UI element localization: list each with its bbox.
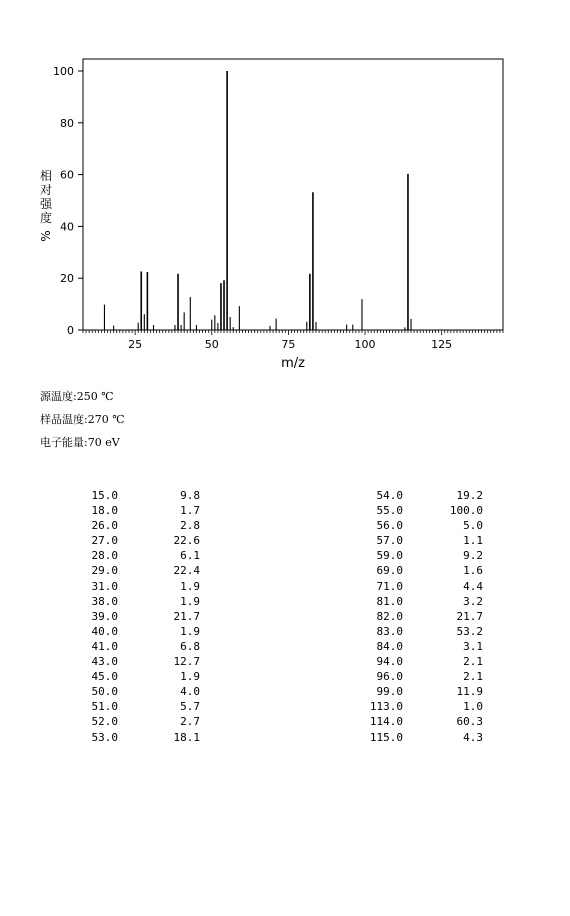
intensity-value: 53.2 [456, 624, 483, 638]
mz-value: 50.0 [91, 685, 118, 699]
mz-value: 115.0 [369, 730, 403, 744]
peak-table-row [363, 669, 483, 684]
intensity-value: 1.9 [180, 670, 200, 684]
peak-table-row [78, 518, 200, 533]
mz-value: 81.0 [376, 594, 403, 608]
peak-table-row [363, 563, 483, 578]
intensity-value: 22.4 [173, 564, 200, 578]
peak-table-right [363, 488, 483, 745]
peak-table-left [78, 488, 200, 745]
x-tick-label: 25 [128, 338, 143, 351]
condition-line [40, 388, 114, 404]
intensity-value: 21.7 [456, 609, 483, 623]
intensity-value: 100.0 [449, 504, 483, 518]
peak-table-row [363, 518, 483, 533]
mz-value: 113.0 [369, 700, 403, 714]
y-axis [53, 65, 83, 337]
peak-table-row [78, 579, 200, 594]
peak-table-row [78, 684, 200, 699]
y-tick-label: 80 [60, 116, 74, 130]
intensity-value: 2.1 [463, 670, 483, 684]
intensity-value: 1.6 [463, 564, 483, 578]
mz-value: 82.0 [376, 609, 403, 623]
y-tick-label: 100 [53, 65, 74, 78]
peak-table-row [78, 488, 200, 503]
y-axis-label-char: 相 [39, 169, 53, 183]
mz-value: 26.0 [91, 519, 118, 533]
peak-table-row [363, 639, 483, 654]
intensity-value: 1.0 [463, 700, 483, 714]
peak-table-row [363, 730, 483, 745]
mz-value: 40.0 [91, 624, 118, 638]
peak-table-row [78, 699, 200, 714]
intensity-value: 9.8 [180, 489, 200, 502]
peak-table-row [363, 579, 483, 594]
mz-value: 94.0 [376, 655, 403, 669]
intensity-value: 1.1 [463, 534, 483, 548]
intensity-value: 5.0 [463, 519, 483, 533]
intensity-value: 1.7 [180, 504, 200, 518]
condition-label: 源温度: [40, 390, 77, 403]
mz-value: 54.0 [376, 489, 403, 502]
peak-table-row [363, 503, 483, 518]
intensity-value: 1.9 [180, 579, 200, 593]
intensity-value: 9.2 [463, 549, 483, 563]
intensity-value: 4.0 [180, 685, 200, 699]
mz-value: 99.0 [376, 685, 403, 699]
intensity-value: 6.1 [180, 549, 200, 563]
mz-value: 57.0 [376, 534, 403, 548]
mz-value: 114.0 [369, 715, 403, 729]
x-tick-label: 50 [204, 338, 219, 351]
intensity-value: 4.3 [463, 730, 483, 744]
condition-label: 样品温度: [40, 413, 88, 426]
condition-value: 270 ℃ [87, 413, 125, 426]
y-tick-label: 60 [60, 168, 74, 182]
intensity-value: 6.8 [180, 639, 200, 653]
y-tick-label: 40 [60, 220, 74, 234]
peak-table-row [78, 714, 200, 729]
peak-table-row [363, 714, 483, 729]
mass-spectrum-chart [0, 0, 570, 380]
y-tick-label: 0 [67, 324, 74, 337]
intensity-value: 2.7 [180, 715, 200, 729]
mz-value: 39.0 [91, 609, 118, 623]
peak-table-row [78, 669, 200, 684]
peak-table-row [78, 548, 200, 563]
plot-frame [83, 59, 503, 330]
peak-table-row [363, 699, 483, 714]
mz-value: 55.0 [376, 504, 403, 518]
peak-table-row [363, 533, 483, 548]
peak-table-row [78, 730, 200, 745]
intensity-value: 1.9 [180, 594, 200, 608]
mz-value: 41.0 [91, 639, 118, 653]
peak-table-row [363, 594, 483, 609]
intensity-value: 2.1 [463, 655, 483, 669]
peak-table-row [78, 654, 200, 669]
intensity-value: 12.7 [173, 655, 200, 669]
peak-table-row [78, 503, 200, 518]
intensity-value: 22.6 [173, 534, 200, 548]
peak-table-row [78, 609, 200, 624]
y-axis-label-char: 对 [39, 183, 53, 197]
mz-value: 38.0 [91, 594, 118, 608]
mz-value: 53.0 [91, 730, 118, 744]
intensity-value: 3.1 [463, 639, 483, 653]
condition-label: 电子能量: [40, 436, 88, 449]
condition-line [40, 411, 125, 427]
peak-table-row [78, 639, 200, 654]
x-tick-label: 125 [431, 338, 453, 351]
condition-value: 250 ℃ [76, 390, 114, 403]
peak-table-row [363, 609, 483, 624]
x-axis [83, 330, 503, 351]
y-tick-label: 20 [60, 272, 74, 286]
mz-value: 18.0 [91, 504, 118, 518]
peak-table-row [363, 654, 483, 669]
mz-value: 43.0 [91, 655, 118, 669]
mz-value: 15.0 [91, 489, 118, 502]
x-tick-label: 75 [281, 338, 296, 351]
intensity-value: 5.7 [180, 700, 200, 714]
peak-table-row [78, 624, 200, 639]
intensity-value: 60.3 [456, 715, 483, 729]
intensity-value: 11.9 [456, 685, 483, 699]
intensity-value: 21.7 [173, 609, 200, 623]
mz-value: 71.0 [376, 579, 403, 593]
peak-table-row [363, 488, 483, 503]
mz-value: 27.0 [91, 534, 118, 548]
intensity-value: 3.2 [463, 594, 483, 608]
condition-value: 70 eV [87, 436, 120, 449]
mz-value: 69.0 [376, 564, 403, 578]
x-tick-label: 100 [354, 338, 376, 351]
mz-value: 56.0 [376, 519, 403, 533]
peak-table-row [363, 624, 483, 639]
peak-table-row [78, 594, 200, 609]
mz-value: 28.0 [91, 549, 118, 563]
y-axis-label-char: 强 [39, 197, 53, 211]
y-axis-unit: % [39, 230, 53, 242]
peak-table-row [363, 684, 483, 699]
condition-line [40, 434, 120, 450]
intensity-value: 4.4 [463, 579, 483, 593]
mz-value: 59.0 [376, 549, 403, 563]
mz-value: 84.0 [376, 639, 403, 653]
peak-bars [104, 71, 411, 330]
intensity-value: 18.1 [173, 730, 200, 744]
mz-value: 29.0 [91, 564, 118, 578]
mz-value: 51.0 [91, 700, 118, 714]
mz-value: 83.0 [376, 624, 403, 638]
y-axis-label-char: 度 [39, 211, 53, 225]
mz-value: 45.0 [91, 670, 118, 684]
y-axis-label [39, 168, 53, 242]
x-axis-label: m/z [281, 356, 305, 371]
intensity-value: 19.2 [456, 489, 483, 502]
peak-table-row [78, 563, 200, 578]
intensity-value: 1.9 [180, 624, 200, 638]
peak-table-row [78, 533, 200, 548]
mz-value: 96.0 [376, 670, 403, 684]
peak-table-row [363, 548, 483, 563]
intensity-value: 2.8 [180, 519, 200, 533]
mz-value: 31.0 [91, 579, 118, 593]
mz-value: 52.0 [91, 715, 118, 729]
